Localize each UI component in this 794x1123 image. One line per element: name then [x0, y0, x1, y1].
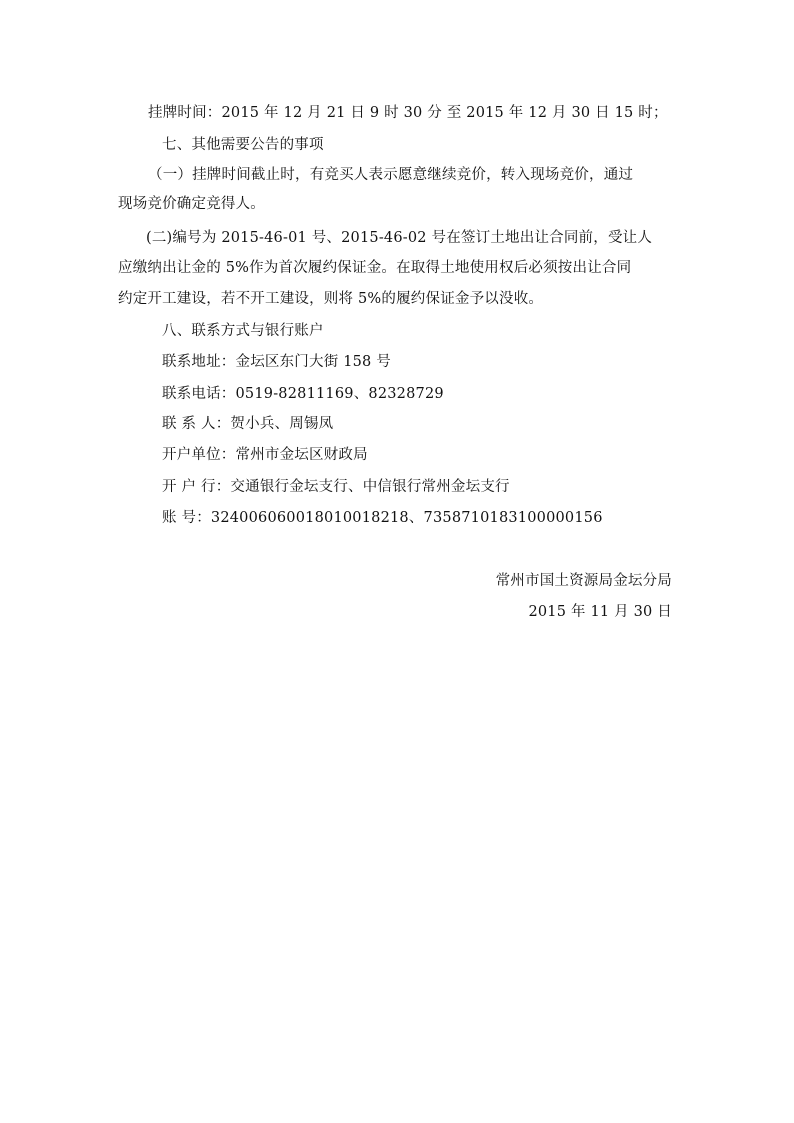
issuer-signature: 常州市国土资源局金坛分局: [495, 573, 672, 589]
item2-line1: (二)编号为 2015-46-01 号、2015-46-02 号在签订土地出让合同前，受让人: [146, 230, 653, 246]
contact-address: 联系地址：金坛区东门大街 158 号: [162, 354, 391, 370]
item1-line1: （一）挂牌时间截止时，有竞买人表示愿意继续竞价，转入现场竞价，通过: [148, 167, 634, 183]
section8-heading: 八、联系方式与银行账户: [162, 323, 324, 339]
section7-heading: 七、其他需要公告的事项: [162, 137, 324, 153]
contact-person: 联 系 人：贺小兵、周锡凤: [162, 416, 334, 432]
item2-line3: 约定开工建设，若不开工建设，则将 5%的履约保证金予以没收。: [118, 291, 544, 307]
account-number: 账 号：32400606001801001821​8、7358710183100000156: [162, 510, 603, 526]
item2-line2: 应缴纳出让金的 5%作为首次履约保证金。在取得土地使用权后必须按出让合同: [118, 260, 632, 276]
bank-name: 开 户 行：交通银行金坛支行、中信银行常州金坛支行: [162, 479, 510, 495]
issue-date: 2015 年 11 月 30 日: [528, 604, 672, 620]
listing-time-line: 挂牌时间：2015 年 12 月 21 日 9 时 30 分 至 2015 年 12 月 30 日 15 时；: [148, 105, 668, 121]
account-unit: 开户单位：常州市金坛区财政局: [162, 447, 368, 463]
item1-line2: 现场竞价确定竞得人。: [118, 196, 265, 212]
contact-phone: 联系电话：0519-82811169、82328729: [162, 386, 444, 402]
